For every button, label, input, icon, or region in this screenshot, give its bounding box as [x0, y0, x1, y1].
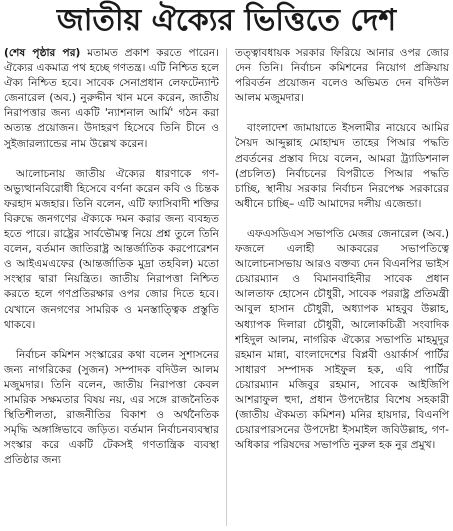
paragraph-1-text: মতামত প্রকাশ করতে পারেন। ঐক্যের একমাত্র পথ হচ্ছে গণতন্ত্র। এটি নিশ্চিত হলে ঐক্য নিশ্চিত হবে। সাবেক সেনাপ্রধান লেফটেন্যান্ট জেনারেল (অব.) নুরুদ্দীন খান মনে করেন, জাতীয় নিরাপত্তার জন্য একটি 'ন্যাশনাল আর্মি' গঠন করা অত্যন্ত প্রয়োজন। উদাহরণ হিসেবে তিনি চীনে ও সুইজারল্যান্ডের নাম উল্লেখ করেন। [4, 47, 219, 150]
paragraph-1 [4, 46, 219, 152]
paragraph-4: তত্ত্বাবধায়ক সরকার ফিরিয়ে আনার ওপর জোর দেন তিনি। নির্বাচন কমিশনের নিয়োগ প্রক্রিয়ায় পরিবর্তন প্রয়োজন বলেও অভিমত দেন বদিউল আলম মজুমদার। [235, 47, 449, 105]
continuation-marker: (শেষ পৃষ্ঠার পর) [4, 47, 81, 59]
article-headline: জাতীয় ঐক্যের ভিত্তিতে দেশ [56, 3, 397, 38]
column-divider [226, 48, 227, 526]
paragraph-5: বাংলাদেশ জামায়াতে ইসলামীর নায়েবে আমির সৈয়দ আব্দুল্লাহ মোহাম্মদ তাহের পিআর পদ্ধতি প্রবর্তনের প্রস্তাব দিয়ে বলেন, আমরা ট্র্যাডিশনাল (প্রচলিত) নির্বাচনের বিপরীতে পিআর পদ্ধতি চাচ্ছি, স্থানীয় সরকার নির্বাচন নিরপেক্ষ সরকারের অধীনে চাচ্ছি– এটি আমাদের দলীয় এজেন্ডা। [235, 122, 449, 210]
paragraph-3: নির্বাচন কমিশন সংস্কারের কথা বলেন সুশাসনের জন্য নাগরিকের (সুজন) সম্পাদক বদিউল আলম মজুমদার। তিনি বলেন, জাতীয় নিরাপত্তা কেবল সামরিক সক্ষমতার বিষয় নয়, এর সঙ্গে রাজনৈতিক স্থিতিশীলতা, রাজনীতির বিকাশ ও অর্থনৈতিক সমৃদ্ধি অঙ্গাঙ্গিভাবে জড়িত। বর্তমান নির্বাচনব্যবস্থার সংস্কার করে একটি টেকসই গণতান্ত্রিক ব্যবস্থা প্রতিষ্ঠার জন্য [4, 348, 219, 467]
paragraph-2: আলোচনায় জাতীয় ঐক্যের ধারণাকে গণ-অভ্যুত্থানবিরোধী হিসেবে বর্ণনা করেন কবি ও চিন্তক ফরহাদ মজহার। তিনি বলেন, এটি ফ্যাসিবাদী শক্তির বিরুদ্ধে জনগণের ঐক্যকে দমন করার জন্য ব্যবহৃত হতে পারে। রাষ্ট্রের সার্বভৌমত্ব নিয়ে প্রশ্ন তুলে তিনি বলেন, বর্তমান জাতিরাষ্ট্র আন্তর্জাতিক করপোরেশন ও আইএমএফের (আন্তর্জাতিক মুদ্রা তহবিল) মতো সংস্থার দ্বারা নিয়ন্ত্রিত। জাতীয় নিরাপত্তা নিশ্চিত করতে হলে গণপ্রতিরক্ষার ওপর জোর দিতে হবে। যেখানে জনগণের সামরিক ও মনস্তাত্ত্বিক প্রস্তুতি থাকবে। [4, 167, 219, 331]
paragraph-6: এফএসডিএস সভাপতি মেজর জেনারেল (অব.) ফজলে এলাহী আকবরের সভাপতিত্বে আলোচনাসভায় আরও বক্তব্য দেন বিএনপির ভাইস চেয়ারম্যান ও বিমানবাহিনীর সাবেক প্রধান আলতাফ হোসেন চৌধুরী, সাবেক পররাষ্ট্র প্রতিমন্ত্রী আবুল হাসান চৌধুরী, অধ্যাপক মাহবুব উল্লাহ, অধ্যাপক দিলারা চৌধুরী, আলোকচিত্রী সংবাদিক শহিদুল আলম, নাগরিক ঐক্যের সভাপতি মাহমুদুর রহমান মান্না, বাংলাদেশের বিপ্লবী ওয়ার্কার্স পার্টির সাধারণ সম্পাদক সাইফুল হক, এবি পার্টির চেয়ারম্যান মজিবুর রহমান, সাবেক আইজিপি আশরাফুল হুদা, প্রধান উপদেষ্টার বিশেষ সহকারী (জাতীয় ঐকমত্য কমিশন) মনির হায়দার, বিএনপি চেয়ারপারসনের উপদেষ্টা ইসমাইল জবিউল্লাহ, গণ-অধিকার পরিষদের সভাপতি নুরুল হক নুর প্রমুখ। [235, 227, 449, 452]
left-column [4, 46, 219, 528]
right-column [235, 46, 449, 528]
